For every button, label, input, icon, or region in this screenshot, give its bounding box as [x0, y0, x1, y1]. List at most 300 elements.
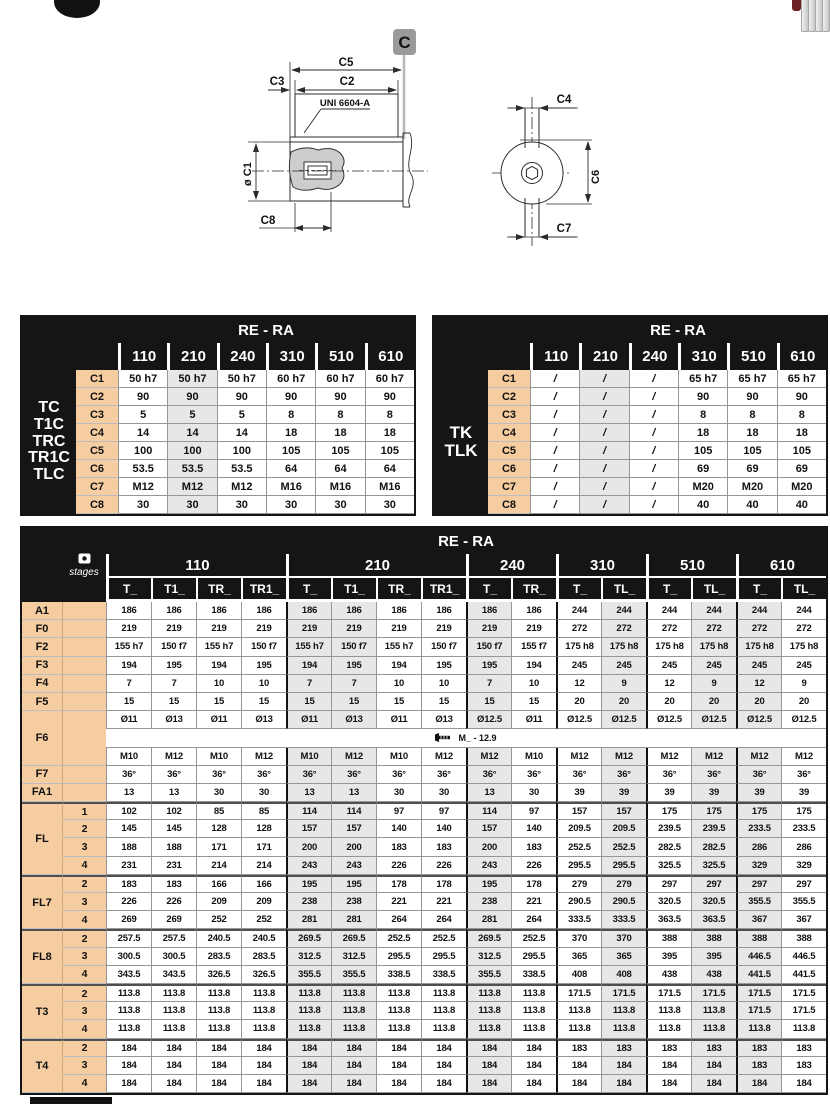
data-cell: 183: [556, 1039, 601, 1057]
data-cell: 367: [736, 911, 781, 929]
data-cell: 388: [691, 929, 736, 947]
data-cell: 175 h8: [646, 638, 691, 656]
data-cell: 113.8: [151, 1020, 196, 1038]
data-cell: 65 h7: [777, 370, 826, 388]
small-table-column-header: 610: [365, 343, 414, 370]
data-cell: 14: [167, 424, 216, 442]
data-cell: 13: [106, 784, 151, 802]
data-cell: /: [579, 496, 628, 514]
data-cell: 90: [167, 388, 216, 406]
data-cell: 183: [646, 1039, 691, 1057]
tc-dimensions-table: [20, 315, 416, 516]
data-cell: 252: [196, 911, 241, 929]
model-labels-block: [22, 370, 76, 514]
data-cell: 184: [511, 1057, 556, 1075]
data-cell: 219: [421, 620, 466, 638]
data-cell: 238: [286, 893, 331, 911]
data-cell: 184: [511, 1039, 556, 1057]
small-table-column-header: 310: [266, 343, 315, 370]
data-cell: 10: [376, 675, 421, 693]
data-cell: 171.5: [781, 984, 826, 1002]
data-cell: 297: [736, 875, 781, 893]
data-cell: 195: [331, 657, 376, 675]
row-header: C5: [76, 442, 118, 460]
data-cell: 69: [777, 460, 826, 478]
data-cell: 50 h7: [118, 370, 167, 388]
stage-cell: 3: [62, 948, 106, 966]
data-cell: 300.5: [151, 948, 196, 966]
data-cell: 171.5: [736, 1002, 781, 1020]
data-cell: 446.5: [736, 948, 781, 966]
data-cell: M12: [646, 748, 691, 766]
column-group-label: 510: [646, 554, 736, 576]
data-cell: 395: [691, 948, 736, 966]
data-cell: 186: [511, 602, 556, 620]
data-cell: 269.5: [331, 929, 376, 947]
data-cell: 113.8: [106, 1002, 151, 1020]
data-cell: 209.5: [556, 820, 601, 838]
data-cell: 279: [556, 875, 601, 893]
row-label: F4: [22, 675, 62, 693]
data-cell: 219: [376, 620, 421, 638]
data-cell: 245: [646, 657, 691, 675]
data-cell: 36°: [736, 766, 781, 784]
data-cell: 113.8: [241, 984, 286, 1002]
data-cell: 140: [511, 820, 556, 838]
data-cell: Ø13: [241, 711, 286, 729]
data-cell: /: [530, 388, 579, 406]
data-cell: 9: [691, 675, 736, 693]
data-cell: 272: [646, 620, 691, 638]
data-cell: 105: [777, 442, 826, 460]
data-cell: 114: [331, 802, 376, 820]
small-table-column-header: 510: [315, 343, 364, 370]
data-cell: 183: [106, 875, 151, 893]
data-cell: 64: [315, 460, 364, 478]
stage-cell: [62, 602, 106, 620]
data-cell: 269.5: [466, 929, 511, 947]
data-cell: 155 h7: [286, 638, 331, 656]
data-cell: 171.5: [646, 984, 691, 1002]
data-cell: 325.5: [646, 857, 691, 875]
data-cell: 333.5: [556, 911, 601, 929]
stage-cell: 2: [62, 875, 106, 893]
data-cell: 171.5: [736, 984, 781, 1002]
data-cell: 53.5: [167, 460, 216, 478]
data-cell: Ø11: [196, 711, 241, 729]
data-cell: Ø11: [511, 711, 556, 729]
data-cell: 113.8: [376, 1002, 421, 1020]
column-group-label: 210: [286, 554, 466, 576]
data-cell: 184: [331, 1039, 376, 1057]
small-table-column-header: 210: [579, 343, 628, 370]
data-cell: 18: [777, 424, 826, 442]
data-cell: 238: [331, 893, 376, 911]
subcolumn-label: T_: [106, 576, 151, 602]
data-cell: 175: [781, 802, 826, 820]
data-cell: 140: [421, 820, 466, 838]
data-cell: 408: [556, 966, 601, 984]
data-cell: 40: [678, 496, 727, 514]
data-cell: 209.5: [601, 820, 646, 838]
data-cell: 90: [266, 388, 315, 406]
data-cell: M10: [511, 748, 556, 766]
data-cell: Ø13: [331, 711, 376, 729]
data-cell: M12: [601, 748, 646, 766]
stage-cell: [62, 711, 106, 766]
data-cell: 438: [646, 966, 691, 984]
data-cell: 36°: [781, 766, 826, 784]
small-table-column-header: 510: [727, 343, 776, 370]
main-table-title: RE - RA: [438, 532, 494, 550]
data-cell: 363.5: [691, 911, 736, 929]
data-cell: 113.8: [331, 1020, 376, 1038]
data-cell: 60 h7: [365, 370, 414, 388]
data-cell: 97: [511, 802, 556, 820]
data-cell: 7: [106, 675, 151, 693]
column-group-label: 610: [736, 554, 826, 576]
small-table-title: RE - RA: [650, 321, 706, 339]
data-cell: 8: [365, 406, 414, 424]
data-cell: 113.8: [196, 1020, 241, 1038]
data-cell: 39: [781, 784, 826, 802]
data-cell: Ø12.5: [736, 711, 781, 729]
stage-cell: [62, 620, 106, 638]
data-cell: 219: [151, 620, 196, 638]
data-cell: 272: [736, 620, 781, 638]
data-cell: 175: [691, 802, 736, 820]
subcolumn-label: T1_: [331, 576, 376, 602]
data-cell: 184: [646, 1057, 691, 1075]
data-cell: 90: [777, 388, 826, 406]
subcolumn-label: T_: [286, 576, 331, 602]
data-cell: /: [579, 442, 628, 460]
data-cell: /: [579, 478, 628, 496]
data-cell: 178: [376, 875, 421, 893]
tk-dimensions-table: [432, 315, 828, 516]
data-cell: 184: [331, 1057, 376, 1075]
data-cell: 329: [781, 857, 826, 875]
data-cell: 244: [691, 602, 736, 620]
row-label: F6: [22, 711, 62, 766]
data-cell: 157: [331, 820, 376, 838]
data-cell: 113.8: [556, 1020, 601, 1038]
data-cell: 338.5: [511, 966, 556, 984]
data-cell: 446.5: [781, 948, 826, 966]
stage-cell: [62, 675, 106, 693]
data-cell: 252.5: [511, 929, 556, 947]
data-cell: 97: [421, 802, 466, 820]
data-cell: 171.5: [691, 984, 736, 1002]
data-cell: 113.8: [421, 1002, 466, 1020]
data-cell: 113.8: [691, 1002, 736, 1020]
data-cell: 90: [678, 388, 727, 406]
data-cell: 30: [196, 784, 241, 802]
data-cell: 214: [196, 857, 241, 875]
data-cell: 183: [376, 838, 421, 856]
data-cell: 30: [376, 784, 421, 802]
data-cell: 113.8: [421, 984, 466, 1002]
stage-cell: [62, 784, 106, 802]
data-cell: 13: [466, 784, 511, 802]
data-cell: 329: [736, 857, 781, 875]
subcolumn-label: T_: [736, 576, 781, 602]
data-cell: 15: [466, 693, 511, 711]
data-cell: 128: [241, 820, 286, 838]
data-cell: 30: [365, 496, 414, 514]
data-cell: Ø11: [376, 711, 421, 729]
data-cell: 175 h8: [601, 638, 646, 656]
data-cell: 312.5: [466, 948, 511, 966]
data-cell: 140: [376, 820, 421, 838]
row-header: C6: [76, 460, 118, 478]
data-cell: Ø12.5: [781, 711, 826, 729]
data-cell: 184: [286, 1075, 331, 1093]
data-cell: 209: [196, 893, 241, 911]
data-cell: 281: [466, 911, 511, 929]
data-cell: 295.5: [421, 948, 466, 966]
data-cell: 15: [421, 693, 466, 711]
data-cell: 102: [106, 802, 151, 820]
stage-cell: 4: [62, 966, 106, 984]
data-cell: 13: [331, 784, 376, 802]
data-cell: 105: [365, 442, 414, 460]
data-cell: 30: [421, 784, 466, 802]
data-cell: 113.8: [376, 984, 421, 1002]
bolt-icon: [435, 733, 451, 742]
data-cell: 10: [421, 675, 466, 693]
data-cell: 113.8: [151, 984, 196, 1002]
data-cell: 183: [736, 1039, 781, 1057]
data-cell: 295.5: [601, 857, 646, 875]
dim-label-c1: ø C1: [242, 162, 254, 186]
model-label: TLK: [444, 441, 478, 460]
subcolumn-label: TR1_: [421, 576, 466, 602]
data-cell: 10: [196, 675, 241, 693]
data-cell: 272: [556, 620, 601, 638]
data-cell: 150 f7: [466, 638, 511, 656]
data-cell: 97: [376, 802, 421, 820]
data-cell: 8: [727, 406, 776, 424]
data-cell: 183: [736, 1057, 781, 1075]
data-cell: 312.5: [286, 948, 331, 966]
dim-label-c5: C5: [338, 57, 354, 69]
data-cell: 214: [241, 857, 286, 875]
data-cell: M12: [217, 478, 266, 496]
data-cell: 113.8: [646, 1002, 691, 1020]
data-cell: 36°: [556, 766, 601, 784]
row-header: C7: [488, 478, 530, 496]
model-label: TRC: [32, 432, 66, 450]
data-cell: 113.8: [511, 984, 556, 1002]
data-cell: 184: [196, 1039, 241, 1057]
stage-cell: 2: [62, 1039, 106, 1057]
data-cell: 244: [601, 602, 646, 620]
data-cell: 388: [781, 929, 826, 947]
data-cell: 15: [511, 693, 556, 711]
data-cell: 39: [646, 784, 691, 802]
data-cell: 113.8: [331, 984, 376, 1002]
data-cell: Ø12.5: [601, 711, 646, 729]
data-cell: 69: [727, 460, 776, 478]
data-cell: /: [579, 388, 628, 406]
data-cell: /: [579, 370, 628, 388]
data-cell: 36°: [691, 766, 736, 784]
data-cell: 184: [466, 1039, 511, 1057]
data-cell: /: [579, 406, 628, 424]
data-cell: 209: [241, 893, 286, 911]
data-cell: 171.5: [781, 1002, 826, 1020]
data-cell: 90: [217, 388, 266, 406]
data-cell: 114: [286, 802, 331, 820]
data-cell: 100: [167, 442, 216, 460]
data-cell: 184: [466, 1075, 511, 1093]
data-cell: 175 h8: [781, 638, 826, 656]
row-header: C1: [76, 370, 118, 388]
data-cell: 155 f7: [511, 638, 556, 656]
data-cell: 100: [217, 442, 266, 460]
data-cell: 221: [376, 893, 421, 911]
data-cell: 367: [781, 911, 826, 929]
data-cell: 113.8: [376, 1020, 421, 1038]
data-cell: 113.8: [781, 1020, 826, 1038]
data-cell: 186: [286, 602, 331, 620]
data-cell: Ø13: [421, 711, 466, 729]
data-cell: 272: [781, 620, 826, 638]
data-cell: 150 f7: [331, 638, 376, 656]
stage-cell: 4: [62, 857, 106, 875]
footer-mark: [30, 1097, 112, 1104]
data-cell: 219: [196, 620, 241, 638]
subcolumn-label: T1_: [151, 576, 196, 602]
data-cell: 195: [421, 657, 466, 675]
data-cell: /: [530, 478, 579, 496]
data-cell: 175 h8: [556, 638, 601, 656]
data-cell: 184: [196, 1075, 241, 1093]
data-cell: 15: [376, 693, 421, 711]
small-table-column-header: 310: [678, 343, 727, 370]
data-cell: 300.5: [106, 948, 151, 966]
data-cell: 39: [556, 784, 601, 802]
data-cell: 113.8: [466, 1020, 511, 1038]
column-group-label: 310: [556, 554, 646, 576]
data-cell: 355.5: [781, 893, 826, 911]
data-cell: M12: [781, 748, 826, 766]
data-cell: M10: [106, 748, 151, 766]
data-cell: 175 h8: [691, 638, 736, 656]
row-header: C2: [76, 388, 118, 406]
data-cell: 195: [466, 875, 511, 893]
data-cell: 295.5: [511, 948, 556, 966]
data-cell: 441.5: [736, 966, 781, 984]
data-cell: 269: [151, 911, 196, 929]
row-header: C5: [488, 442, 530, 460]
stage-cell: 2: [62, 929, 106, 947]
data-cell: 244: [781, 602, 826, 620]
data-cell: 113.8: [106, 1020, 151, 1038]
data-cell: 338.5: [421, 966, 466, 984]
data-cell: 50 h7: [167, 370, 216, 388]
data-cell: 13: [151, 784, 196, 802]
data-cell: 184: [556, 1057, 601, 1075]
data-cell: 36°: [286, 766, 331, 784]
data-cell: 113.8: [241, 1020, 286, 1038]
row-label: F5: [22, 693, 62, 711]
dim-label-c3: C3: [269, 76, 285, 88]
data-cell: 355.5: [331, 966, 376, 984]
data-cell: 64: [266, 460, 315, 478]
data-cell: 244: [646, 602, 691, 620]
subcolumn-label: TL_: [601, 576, 646, 602]
data-cell: 183: [691, 1039, 736, 1057]
data-cell: 186: [421, 602, 466, 620]
data-cell: 245: [556, 657, 601, 675]
data-cell: 244: [736, 602, 781, 620]
data-cell: 184: [601, 1057, 646, 1075]
data-cell: 240.5: [241, 929, 286, 947]
data-cell: 171: [196, 838, 241, 856]
data-cell: /: [629, 370, 678, 388]
data-cell: 264: [421, 911, 466, 929]
f6-note-row: [106, 729, 826, 747]
stage-cell: 1: [62, 802, 106, 820]
stage-cell: [62, 638, 106, 656]
data-cell: 36°: [151, 766, 196, 784]
data-cell: 10: [511, 675, 556, 693]
data-cell: 10: [241, 675, 286, 693]
data-cell: 175: [736, 802, 781, 820]
data-cell: 186: [331, 602, 376, 620]
row-label: A1: [22, 602, 62, 620]
data-cell: Ø12.5: [646, 711, 691, 729]
data-cell: 5: [217, 406, 266, 424]
data-cell: 150 f7: [421, 638, 466, 656]
data-cell: 184: [331, 1075, 376, 1093]
data-cell: 183: [511, 838, 556, 856]
subcolumn-label: T_: [556, 576, 601, 602]
data-cell: Ø11: [106, 711, 151, 729]
data-cell: 36°: [466, 766, 511, 784]
data-cell: 40: [727, 496, 776, 514]
data-cell: 20: [736, 693, 781, 711]
stage-cell: 4: [62, 1020, 106, 1038]
data-cell: 171: [241, 838, 286, 856]
data-cell: 231: [106, 857, 151, 875]
data-cell: 145: [151, 820, 196, 838]
data-cell: 36°: [196, 766, 241, 784]
data-cell: 365: [601, 948, 646, 966]
row-label: FA1: [22, 784, 62, 802]
data-cell: 281: [331, 911, 376, 929]
data-cell: 157: [601, 802, 646, 820]
data-cell: 7: [466, 675, 511, 693]
data-cell: 39: [601, 784, 646, 802]
row-header: C4: [76, 424, 118, 442]
data-cell: 233.5: [781, 820, 826, 838]
data-cell: 184: [106, 1057, 151, 1075]
data-cell: 370: [601, 929, 646, 947]
stage-cell: 4: [62, 911, 106, 929]
data-cell: 184: [286, 1039, 331, 1057]
subcolumn-label: T_: [466, 576, 511, 602]
data-cell: 312.5: [331, 948, 376, 966]
data-cell: 257.5: [106, 929, 151, 947]
data-cell: 194: [106, 657, 151, 675]
data-cell: 226: [106, 893, 151, 911]
data-cell: 184: [421, 1075, 466, 1093]
data-cell: 9: [781, 675, 826, 693]
data-cell: 5: [167, 406, 216, 424]
